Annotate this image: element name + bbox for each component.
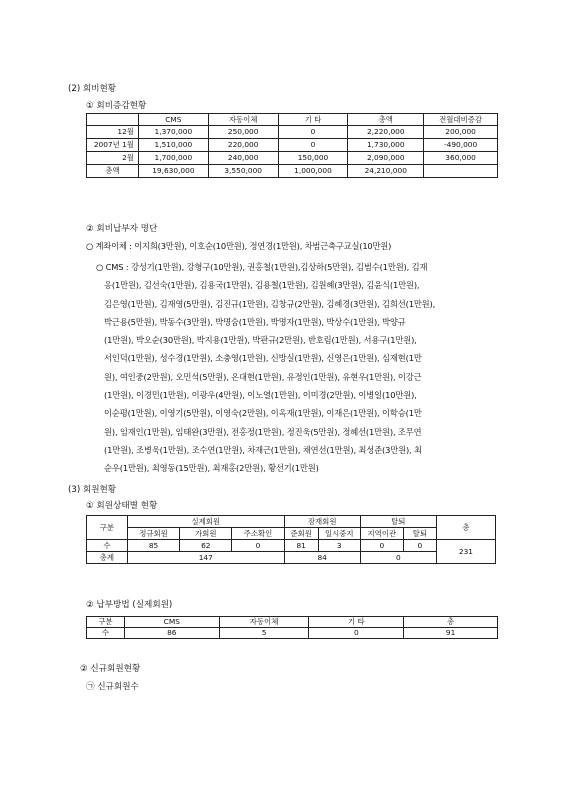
fee-cell: 1,700,000: [138, 152, 208, 165]
fee-cell: 1,730,000: [348, 139, 424, 152]
fee-cell: 2,220,000: [348, 126, 424, 139]
payment-header-cell: CMS: [124, 617, 219, 628]
payment-cell: 91: [404, 628, 498, 639]
new-member-count-heading: ㉠ 신규회원수: [86, 682, 139, 692]
fee-cell: 1,370,000: [138, 126, 208, 139]
cms-payer-list: [86, 258, 435, 478]
subheader-cell: 정규회원: [127, 528, 179, 540]
table-row: [87, 139, 498, 152]
group-header-cell: 실제회원: [127, 516, 284, 528]
table-row: [87, 165, 498, 178]
fee-cell: 총액: [87, 165, 139, 178]
payment-header-cell: 총: [404, 617, 498, 628]
subheader-cell: 준회원: [284, 528, 318, 540]
grand-total-cell: 231: [436, 540, 495, 564]
list-item: (1만원), 박오순(30만원), 박지용(1만원), 박판규(2만원), 반호림(1만원), 서용구(1만원),: [104, 335, 417, 346]
value-cell: 0: [403, 540, 436, 552]
list-item: 이순평(1만원), 이영기(5만원), 이영숙(2만원), 이옥재(1만원), 이재은(1만원), 이학승(1만: [104, 408, 422, 419]
payer-list-heading: ② 회비납부자 명단: [86, 224, 158, 234]
fee-cell: 2월: [87, 152, 139, 165]
table-row: [87, 152, 498, 165]
fee-cell: 0: [278, 139, 348, 152]
fee-cell: 3,550,000: [208, 165, 278, 178]
subheader-cell: 탈퇴: [403, 528, 436, 540]
payment-header-row: [87, 617, 498, 628]
fee-cell: 150,000: [278, 152, 348, 165]
table-row: [87, 126, 498, 139]
total-label-cell: 총: [436, 516, 495, 540]
fee-header-cell: 기 타: [278, 114, 348, 126]
table-row: [87, 552, 496, 564]
list-item: (1만원), 조병욱(1만원), 조수연(1만원), 차재근(1만원), 채연선(1만원), 최성준(3만원), 최: [104, 444, 422, 455]
list-item: (1만원), 이경민(1만원), 이광우(4만원), 이노열(1만원), 이미경(2만원), 이병일(10만원),: [104, 390, 417, 401]
fee-header-cell: CMS: [138, 114, 208, 126]
sum-cell: 84: [284, 552, 360, 564]
subheader-cell: 지역이관: [360, 528, 403, 540]
list-item: 박근용(5만원), 박동수(3만원), 박명숨(1만원), 박명자(1만원), 박상수(1만원), 박양규: [104, 316, 406, 327]
fee-cell: 2,090,000: [348, 152, 424, 165]
new-member-heading: ② 신규회원현황: [80, 664, 141, 674]
payment-cell: 5: [219, 628, 309, 639]
member-table: [86, 515, 496, 564]
payment-cell: 0: [309, 628, 404, 639]
sum-label-cell: 총계: [87, 552, 128, 564]
subheader-cell: 가회원: [180, 528, 232, 540]
sum-cell: 0: [360, 552, 436, 564]
fee-cell: 12월: [87, 126, 139, 139]
value-cell: 0: [360, 540, 403, 552]
payment-header-cell: 기 타: [309, 617, 404, 628]
fee-cell: 360,000: [424, 152, 498, 165]
value-cell: 81: [284, 540, 318, 552]
fee-cell: 2007년 1월: [87, 139, 139, 152]
row-label-cell: 수: [87, 540, 128, 552]
member-status-heading: ① 회원상태별 현황: [86, 501, 158, 511]
list-item: 순우(1만원), 최영동(15만원), 최재홍(2만원), 황선기(1만원): [104, 463, 319, 474]
value-cell: 85: [127, 540, 179, 552]
list-item: 김은영(1만원), 김재영(5만원), 김진규(1만원), 김창규(2만원), 김혜경(3만원), 김희선(1만원),: [104, 298, 436, 309]
bank-transfer-line: ○ 계좌이체 : 이지희(3만원), 이호순(10만원), 정연경(1만원), 차범근축구교실(10만원): [86, 241, 392, 251]
fee-cell: 24,210,000: [348, 165, 424, 178]
fee-cell: 1,000,000: [278, 165, 348, 178]
fee-header-cell: 자동이체: [208, 114, 278, 126]
fee-table: [86, 113, 498, 178]
payment-table: [86, 616, 498, 639]
member-subheader-row: [87, 528, 496, 540]
table-row: [87, 540, 496, 552]
fee-cell: -490,000: [424, 139, 498, 152]
table-row: [87, 628, 498, 639]
list-item: 원), 여인중(2만원), 오민석(5만원), 온대현(1만원), 유정인(1만원), 유현우(1만원), 이강근: [104, 371, 422, 382]
fee-cell: 200,000: [424, 126, 498, 139]
fee-cell: 250,000: [208, 126, 278, 139]
payment-method-heading: ② 납부방법 (실제회원): [86, 600, 173, 610]
list-item: 원), 임재인(1만원), 임태완(3만원), 전홍정(1만원), 정진욱(5만원), 정혜선(1만원), 조무연: [104, 426, 422, 437]
list-item: 옹(1만원), 김선숙(1만원), 김용국(1만원), 김용철(1만원), 김원혜(3만원), 김윤식(1만원),: [104, 280, 420, 291]
group-label-cell: 구분: [87, 516, 128, 540]
fee-header-cell: 총액: [348, 114, 424, 126]
section-2-title: (2) 회비현황: [68, 84, 117, 94]
fee-cell: [424, 165, 498, 178]
payment-cell: 86: [124, 628, 219, 639]
sum-cell: 147: [127, 552, 284, 564]
fee-header-cell: 전월대비증감: [424, 114, 498, 126]
section-3-title: (3) 회원현황: [68, 485, 117, 495]
value-cell: 3: [318, 540, 360, 552]
group-header-cell: 잠재회원: [284, 516, 360, 528]
value-cell: 0: [232, 540, 284, 552]
subheader-cell: 주소확인: [232, 528, 284, 540]
fee-cell: 220,000: [208, 139, 278, 152]
fee-cell: 1,510,000: [138, 139, 208, 152]
payment-header-cell: 자동이체: [219, 617, 309, 628]
fee-cell: 240,000: [208, 152, 278, 165]
fee-header-cell: [87, 114, 139, 126]
list-item: ○ CMS : 강성기(1만원), 강형구(10만원), 권홍철(1만원),김상하(5만원), 김범수(1만원), 김재: [96, 262, 428, 272]
fee-cell: 19,630,000: [138, 165, 208, 178]
list-item: 서인덕(1만원), 성수경(1만원), 소충영(1만원), 신방실(1만원), 신영은(1만원), 심재현(1만: [104, 353, 422, 364]
group-header-cell: 탈퇴: [360, 516, 436, 528]
value-cell: 62: [180, 540, 232, 552]
member-group-row: [87, 516, 496, 528]
subheader-cell: 일시중지: [318, 528, 360, 540]
payment-header-cell: 구분: [87, 617, 125, 628]
fee-change-heading: ① 회비증감현황: [86, 101, 147, 111]
fee-cell: 0: [278, 126, 348, 139]
fee-table-header-row: [87, 114, 498, 126]
payment-cell: 수: [87, 628, 125, 639]
